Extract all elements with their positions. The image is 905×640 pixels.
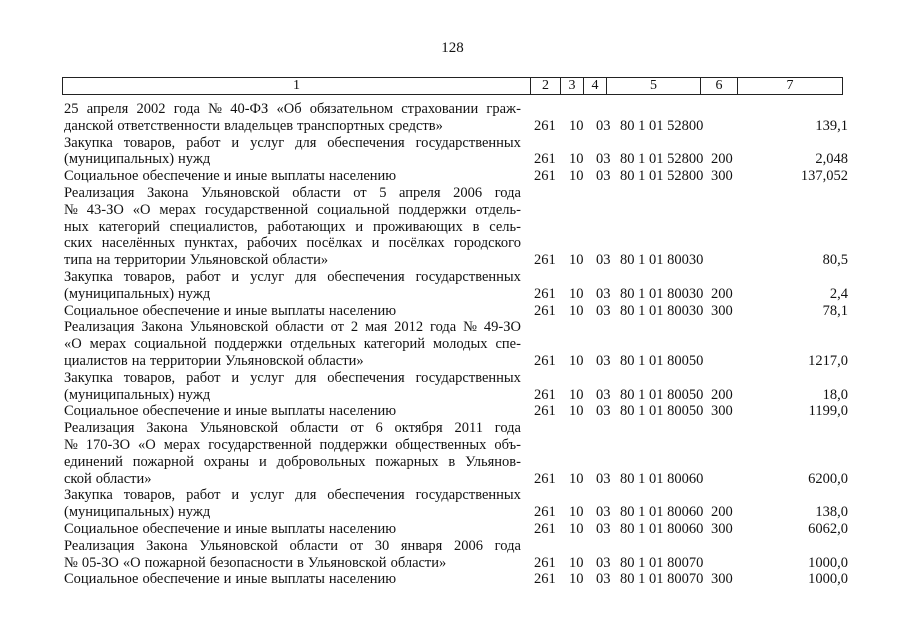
row-description: Социальное обеспечение и иные выплаты населению [64,521,397,537]
row-c2-value: 261 [534,151,556,168]
row-c5-value: 80 1 01 80050 [620,353,704,369]
row-c6-value: 200 [711,151,733,168]
row-description: «О мерах социальной поддержки отдельных категорий молодых спе- [64,336,521,353]
row-c4-value: 03 [596,504,611,521]
row-c4-value: 03 [596,571,611,588]
table-row [0,521,905,538]
row-c7-value: 1217,0 [808,353,848,369]
row-description: № 05-ЗО «О пожарной безопасности в Ульяновской области» [64,554,447,571]
row-description: № 170-ЗО «О мерах государственной поддержки общественных объ- [64,437,521,453]
row-c2-value: 261 [534,386,556,403]
row-c2-value: 261 [534,302,556,319]
table-row-continuation [0,118,905,135]
row-c5-value: 80 1 01 80030 [620,285,704,302]
table-row [0,303,905,320]
row-c3-value: 10 [569,386,584,403]
row-description: циалистов на территории Ульяновской области» [64,353,364,369]
row-description: Закупка товаров, работ и услуг для обеспечения государственных [64,487,521,504]
row-c6-value: 300 [711,302,733,319]
table-row [0,185,905,202]
table-row-continuation [0,555,905,572]
row-description: типа на территории Ульяновской области» [64,252,329,269]
row-description: Социальное обеспечение и иные выплаты населению [64,168,397,185]
row-c7-value: 2,048 [815,151,848,168]
table-row-continuation [0,387,905,404]
row-c6-value: 300 [711,168,733,185]
row-c4-value: 03 [596,386,611,403]
row-c7-value: 1000,0 [808,554,848,571]
row-description: ских населённых пунктах, рабочих посёлках и посёлках городского [64,235,521,252]
header-col-1: 1 [63,78,531,95]
row-c5-value: 80 1 01 52800 [620,151,704,168]
row-c4-value: 03 [596,521,611,537]
header-col-7: 7 [738,78,843,95]
row-c4-value: 03 [596,470,611,487]
row-c6-value: 300 [711,571,733,588]
header-col-4: 4 [584,78,607,95]
table-row-continuation [0,353,905,370]
table-row-continuation [0,252,905,269]
row-description: Социальное обеспечение и иные выплаты населению [64,302,397,319]
row-c7-value: 1000,0 [808,571,848,588]
table-row [0,420,905,437]
row-description: Реализация Закона Ульяновской области от 5 апреля 2006 года [64,185,521,201]
row-description: единений пожарной охраны и добровольных пожарных в Ульянов- [64,453,521,470]
row-c3-value: 10 [569,302,584,319]
row-c4-value: 03 [596,353,611,369]
row-c2-value: 261 [534,252,556,269]
row-c2-value: 261 [534,353,556,369]
row-c3-value: 10 [569,403,584,420]
header-col-6: 6 [701,78,738,95]
row-c5-value: 80 1 01 80070 [620,554,704,571]
table-row-continuation [0,219,905,236]
row-description: Социальное обеспечение и иные выплаты населению [64,571,397,588]
row-c6-value: 200 [711,285,733,302]
table-row [0,538,905,555]
table-row-continuation [0,471,905,488]
row-description: (муниципальных) нужд [64,504,211,521]
header-col-3: 3 [561,78,584,95]
row-description: данской ответственности владельцев транспортных средств» [64,117,443,134]
row-description: (муниципальных) нужд [64,386,211,403]
row-c4-value: 03 [596,554,611,571]
row-c3-value: 10 [569,554,584,571]
row-c3-value: 10 [569,504,584,521]
table-row-continuation [0,151,905,168]
row-c7-value: 18,0 [822,386,848,403]
row-c7-value: 137,052 [800,168,848,185]
table-row-continuation [0,286,905,303]
row-c3-value: 10 [569,353,584,369]
row-c6-value: 300 [711,521,733,537]
row-c6-value: 200 [711,504,733,521]
row-c2-value: 261 [534,403,556,420]
table-row-continuation [0,437,905,454]
row-c5-value: 80 1 01 52800 [620,168,704,185]
row-c5-value: 80 1 01 80060 [620,521,704,537]
table-row [0,571,905,588]
table-row [0,487,905,504]
row-c6-value: 300 [711,403,733,420]
row-c2-value: 261 [534,168,556,185]
row-c2-value: 261 [534,504,556,521]
row-c7-value: 2,4 [829,285,848,302]
row-c3-value: 10 [569,168,584,185]
row-c3-value: 10 [569,285,584,302]
row-description: Закупка товаров, работ и услуг для обеспечения государственных [64,134,521,151]
row-description: ных категорий специалистов, работающих и проживающих в сель- [64,218,521,235]
row-c2-value: 261 [534,117,556,134]
row-c7-value: 6200,0 [808,470,848,487]
row-c4-value: 03 [596,302,611,319]
table-row-continuation [0,235,905,252]
table-row [0,370,905,387]
row-c3-value: 10 [569,470,584,487]
table-row [0,135,905,152]
row-c7-value: 138,0 [815,504,848,521]
row-c5-value: 80 1 01 80070 [620,571,704,588]
row-c3-value: 10 [569,151,584,168]
table-row [0,101,905,118]
page-number: 128 [441,40,464,56]
row-c4-value: 03 [596,117,611,134]
row-description: Закупка товаров, работ и услуг для обеспечения государственных [64,269,521,285]
row-description: Реализация Закона Ульяновской области от 30 января 2006 года [64,537,521,554]
row-description: Закупка товаров, работ и услуг для обеспечения государственных [64,369,521,386]
table-row-continuation [0,454,905,471]
row-c5-value: 80 1 01 80050 [620,386,704,403]
row-c6-value: 200 [711,386,733,403]
row-c5-value: 80 1 01 80050 [620,403,704,420]
row-c4-value: 03 [596,168,611,185]
row-description: 25 апреля 2002 года № 40-ФЗ «Об обязательном страховании граж- [64,101,521,117]
table-row-continuation [0,504,905,521]
row-c7-value: 6062,0 [808,521,848,537]
row-c3-value: 10 [569,252,584,269]
row-c5-value: 80 1 01 80030 [620,252,704,269]
table-row [0,168,905,185]
row-description: Социальное обеспечение и иные выплаты населению [64,403,397,420]
row-c2-value: 261 [534,571,556,588]
row-description: № 43-ЗО «О мерах государственной социальной поддержки отдель- [64,201,521,218]
row-c7-value: 80,5 [822,252,848,269]
row-c2-value: 261 [534,521,556,537]
row-c4-value: 03 [596,403,611,420]
table-row [0,403,905,420]
row-description: (муниципальных) нужд [64,285,211,302]
row-c7-value: 1199,0 [808,403,848,420]
header-col-5: 5 [607,78,701,95]
row-c3-value: 10 [569,521,584,537]
table-row-continuation [0,336,905,353]
row-description: ской области» [64,470,152,487]
row-description: (муниципальных) нужд [64,151,211,168]
row-c2-value: 261 [534,285,556,302]
row-c2-value: 261 [534,554,556,571]
table-row [0,319,905,336]
row-c5-value: 80 1 01 52800 [620,117,704,134]
header-col-2: 2 [531,78,561,95]
row-description: Реализация Закона Ульяновской области от 2 мая 2012 года № 49-ЗО [64,319,521,336]
row-c4-value: 03 [596,285,611,302]
table-row [0,269,905,286]
row-c2-value: 261 [534,470,556,487]
row-c5-value: 80 1 01 80030 [620,302,704,319]
row-c3-value: 10 [569,117,584,134]
table-row-continuation [0,202,905,219]
row-c4-value: 03 [596,252,611,269]
row-c3-value: 10 [569,571,584,588]
row-description: Реализация Закона Ульяновской области от 6 октября 2011 года [64,420,521,437]
row-c5-value: 80 1 01 80060 [620,470,704,487]
row-c7-value: 139,1 [815,117,848,134]
row-c4-value: 03 [596,151,611,168]
row-c7-value: 78,1 [822,302,848,319]
row-c5-value: 80 1 01 80060 [620,504,704,521]
